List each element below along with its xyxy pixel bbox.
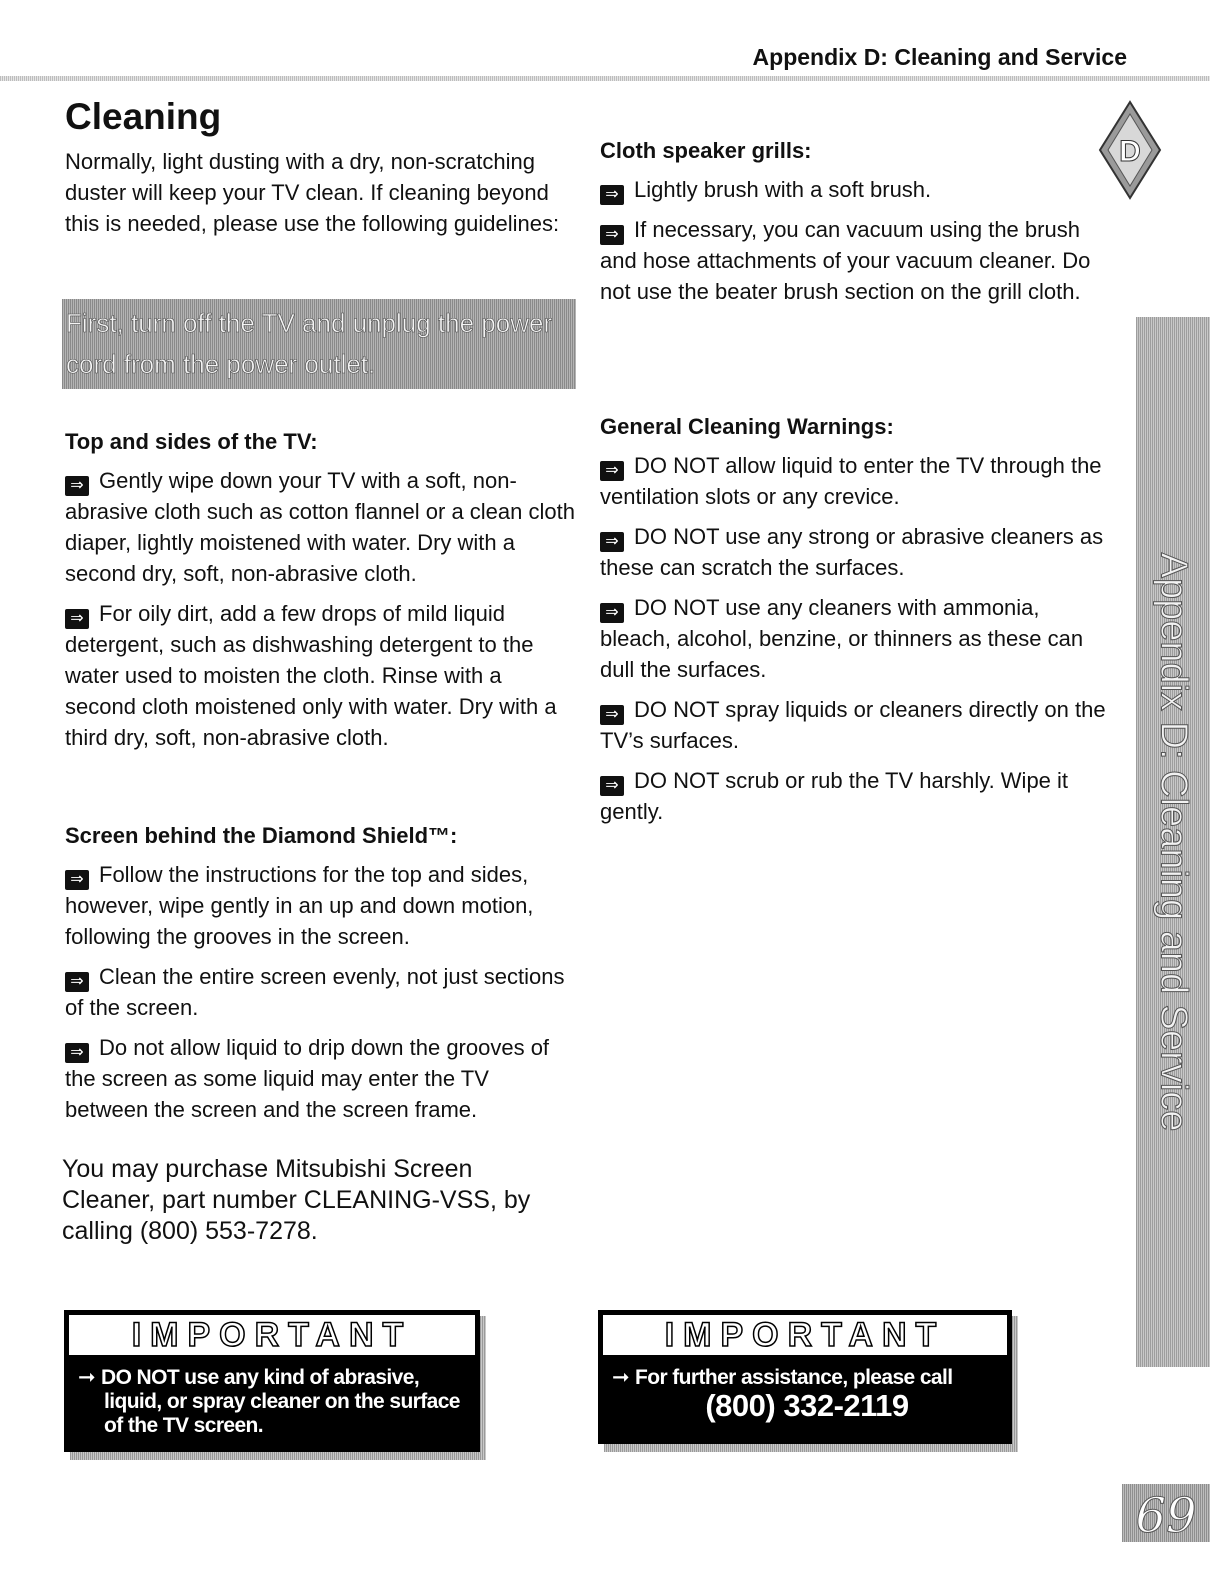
page-number: 69 — [1135, 1488, 1197, 1544]
page-number-box — [1122, 1484, 1210, 1542]
intro-paragraph: Normally, light dusting with a dry, non-scratching duster will keep your TV clean. If cleaning beyond this is needed, please use the following guidelines: — [65, 149, 560, 236]
screen-title: Screen behind the Diamond Shield™: — [65, 823, 458, 848]
warnings-title: General Cleaning Warnings: — [600, 414, 894, 439]
top-sides-section — [65, 428, 575, 753]
list-item: ⇒ DO NOT use any strong or abrasive cleaners as these can scratch the surfaces. — [600, 524, 1104, 580]
arrow-bullet-icon: ⇒ — [65, 609, 89, 629]
highlight-text: First, turn off the TV and unplug the power cord from the power outlet. — [66, 308, 553, 379]
arrow-bullet-icon: ⇒ — [600, 461, 624, 481]
list-item: ⇒ Follow the instructions for the top and sides, however, wipe gently in an up and down motion, following the grooves in the screen. — [65, 862, 534, 949]
warnings-section — [600, 413, 1110, 827]
grills-section — [600, 137, 1110, 307]
important-left-body: ➞ DO NOT use any kind of abrasive, liquid, or spray cleaner on the surface of the TV screen. — [78, 1366, 460, 1437]
list-item: ⇒ DO NOT use any cleaners with ammonia, bleach, alcohol, benzine, or thinners as these can dull the surfaces. — [600, 595, 1084, 682]
arrow-bullet-icon: ⇒ — [600, 532, 624, 552]
side-tab-label: Appendix D: Cleaning and Service — [1152, 552, 1195, 1132]
arrow-bullet-icon: ⇒ — [600, 603, 624, 623]
list-item: ⇒ Clean the entire screen evenly, not just sections of the screen. — [65, 964, 565, 1020]
list-item: ⇒ Lightly brush with a soft brush. — [600, 174, 1110, 205]
top-sides-title: Top and sides of the TV: — [65, 429, 318, 454]
side-tab — [1136, 317, 1210, 1367]
list-item: ⇒ DO NOT allow liquid to enter the TV through the ventilation slots or any crevice. — [600, 453, 1102, 509]
list-item: ⇒ DO NOT scrub or rub the TV harshly. Wipe it gently. — [600, 768, 1069, 824]
highlight-box — [62, 299, 576, 389]
running-header: Appendix D: Cleaning and Service — [752, 44, 1127, 70]
arrow-bullet-icon: ⇒ — [600, 705, 624, 725]
header-rule — [0, 76, 1210, 81]
important-right-heading: IMPORTANT — [601, 1313, 1009, 1357]
grills-title: Cloth speaker grills: — [600, 138, 812, 163]
important-left-heading: IMPORTANT — [67, 1313, 477, 1357]
diamond-letter: D — [1119, 135, 1141, 168]
page-title: Cleaning — [65, 96, 222, 137]
important-left-box — [64, 1310, 480, 1452]
purchase-note: You may purchase Mitsubishi Screen Cleaner, part number CLEANING-VSS, by calling (800) 553-7278. — [62, 1155, 531, 1245]
screen-section — [65, 822, 575, 1125]
important-right-body: ➞ For further assistance, please call (800) 332-2119 — [612, 1366, 1002, 1418]
list-item: ⇒ DO NOT spray liquids or cleaners directly on the TV’s surfaces. — [600, 697, 1106, 753]
arrow-bullet-icon: ⇒ — [600, 185, 624, 205]
support-phone: (800) 332-2119 — [705, 1388, 909, 1423]
list-item: ⇒ For oily dirt, add a few drops of mild liquid detergent, such as dishwashing detergent to the water used to moisten the cloth. Rinse with a second cloth moistened only with water. Dry with a third dry, soft, non-abrasive cloth. — [65, 601, 557, 750]
arrow-bullet-icon: ⇒ — [600, 225, 624, 245]
arrow-bullet-icon: ⇒ — [600, 776, 624, 796]
arrow-bullet-icon: ⇒ — [65, 476, 89, 496]
important-right-box — [598, 1310, 1012, 1444]
arrow-bullet-icon: ⇒ — [65, 870, 89, 890]
arrow-icon: ➞ — [78, 1366, 95, 1389]
list-item: ⇒ Do not allow liquid to drip down the grooves of the screen as some liquid may enter the TV between the screen and the screen frame. — [65, 1035, 550, 1122]
list-item: ⇒ Gently wipe down your TV with a soft, non-abrasive cloth such as cotton flannel or a clean cloth diaper, lightly moistened with water. Dry with a second dry, soft, non-abrasive cloth. — [65, 468, 575, 586]
arrow-bullet-icon: ⇒ — [65, 1043, 89, 1063]
arrow-bullet-icon: ⇒ — [65, 972, 89, 992]
arrow-icon: ➞ — [612, 1366, 629, 1389]
list-item: ⇒ If necessary, you can vacuum using the brush and hose attachments of your vacuum cleaner. Do not use the beater brush section on the grill cloth. — [600, 217, 1091, 304]
